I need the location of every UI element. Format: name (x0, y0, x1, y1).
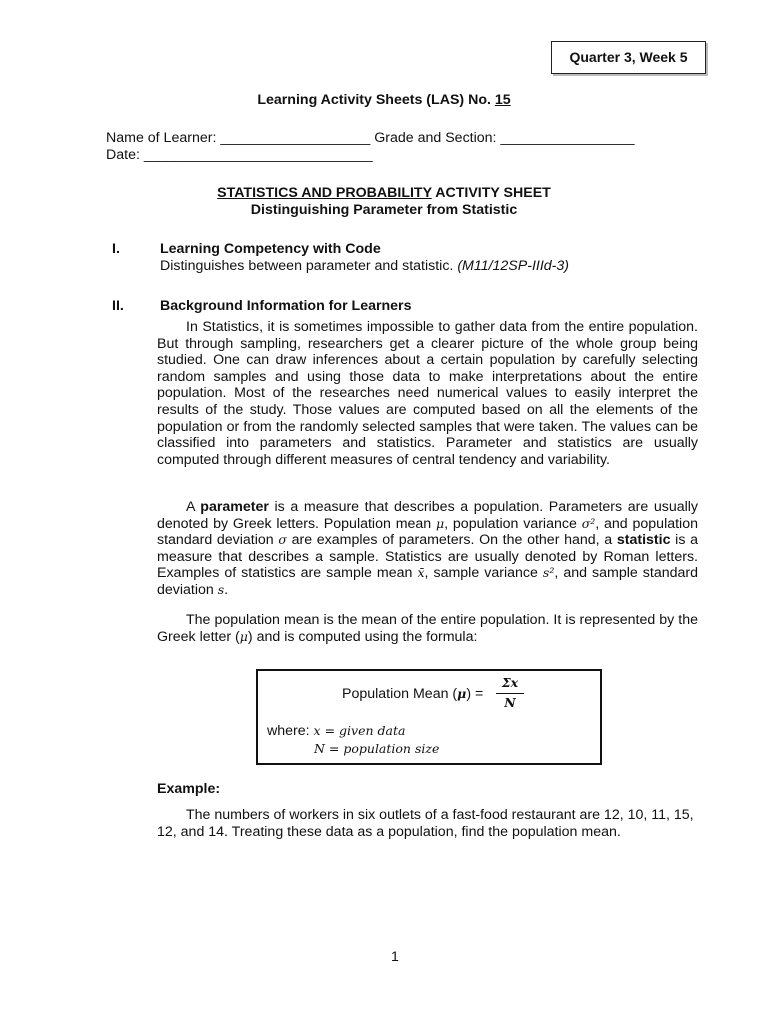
parameter-term: parameter (200, 499, 269, 515)
section-1-heading: Learning Competency with Code (160, 241, 381, 257)
formula-fraction (496, 675, 524, 711)
sigma-symbol: σ (278, 532, 287, 548)
date-line (106, 147, 373, 164)
las-title (0, 92, 768, 109)
x-bar-symbol: x̄ (417, 565, 425, 581)
where-line-x (267, 723, 405, 740)
statistic-term: statistic (616, 532, 671, 549)
sigma-squared-symbol: σ² (581, 515, 596, 531)
competency-text: Distinguishes between parameter and statistic. (160, 258, 454, 274)
background-paragraph-2: A parameter is a measure that describes a population. Parameters are usually denoted by Greek letters. Population mean μ, population variance σ², and population standard deviation σ are examples of parameters. On the other hand, a statistic is a measure that describes a sample. Statistics are usually denoted by Roman letters. Examples of statistics are sample mean x̄, sample variance s², and sample standard deviation s. (157, 499, 698, 598)
name-label: Name of Learner: (106, 130, 217, 146)
s-symbol: s (217, 581, 225, 597)
where-line-n: N = population size (314, 741, 440, 756)
example-text: The numbers of workers in six outlets of a fast-food restaurant are 12, 10, 11, 15, 12, and 14. Treating these data as a population, find the population mean. (157, 807, 694, 840)
las-number: 15 (494, 92, 511, 108)
mu-symbol: μ (436, 515, 445, 531)
formula-label: Population Mean (μ) = (342, 686, 484, 702)
title-block (0, 185, 768, 218)
name-blank[interactable]: ___________________ (220, 130, 371, 146)
formula-mu: μ (457, 686, 467, 701)
competency-code: (M11/12SP-IIId-3) (457, 258, 570, 274)
grade-blank[interactable]: _________________ (500, 130, 635, 146)
quarter-week-box (551, 41, 706, 74)
subject-title: STATISTICS AND PROBABILITY (217, 185, 432, 201)
grade-label: Grade and Section: (374, 130, 497, 146)
date-label: Date: (106, 147, 140, 163)
example-heading: Example: (157, 781, 221, 797)
s-squared-symbol: s² (542, 565, 555, 581)
quarter-week-label: Quarter 3, Week 5 (569, 49, 688, 66)
background-paragraph-3: The population mean is the mean of the entire population. It is represented by the Greek letter (μ) and is computed using the formula: (157, 612, 698, 645)
section-2-heading: Background Information for Learners (160, 298, 412, 314)
title-line-1 (0, 185, 768, 202)
formula-numerator: Σx (496, 675, 524, 694)
formula-box (256, 669, 602, 765)
background-paragraph-1: In Statistics, it is sometimes impossible to gather data from the entire population. But through sampling, researchers get a clearer picture of the whole group being studied. One can draw inferences about a certain population by carefully selecting random samples and using those data to make interpretations about the entire population. Most of the researches need numerical values to easily interpret the results of the study. Those values are computed based on all the elements of the population or from the randomly selected samples that were taken. The values can be classified into parameters and statistics. Parameter and statistics are usually computed through different measures of central tendency and variability. (157, 319, 698, 468)
section-2-number: II. (112, 298, 124, 314)
date-blank[interactable]: _____________________________ (143, 147, 373, 163)
where-x: x = given data (313, 723, 406, 738)
where-label: where: (267, 723, 310, 739)
las-title-prefix: Learning Activity Sheets (LAS) No. (257, 92, 491, 108)
section-1-text (160, 258, 569, 275)
page-number: 1 (391, 949, 399, 965)
topic-title: Distinguishing Parameter from Statistic (250, 201, 518, 218)
name-grade-line (106, 130, 635, 147)
activity-title: ACTIVITY SHEET (435, 185, 551, 201)
section-1-number: I. (112, 241, 120, 257)
formula-denominator: N (504, 694, 516, 710)
mu-symbol-2: μ (239, 628, 248, 644)
